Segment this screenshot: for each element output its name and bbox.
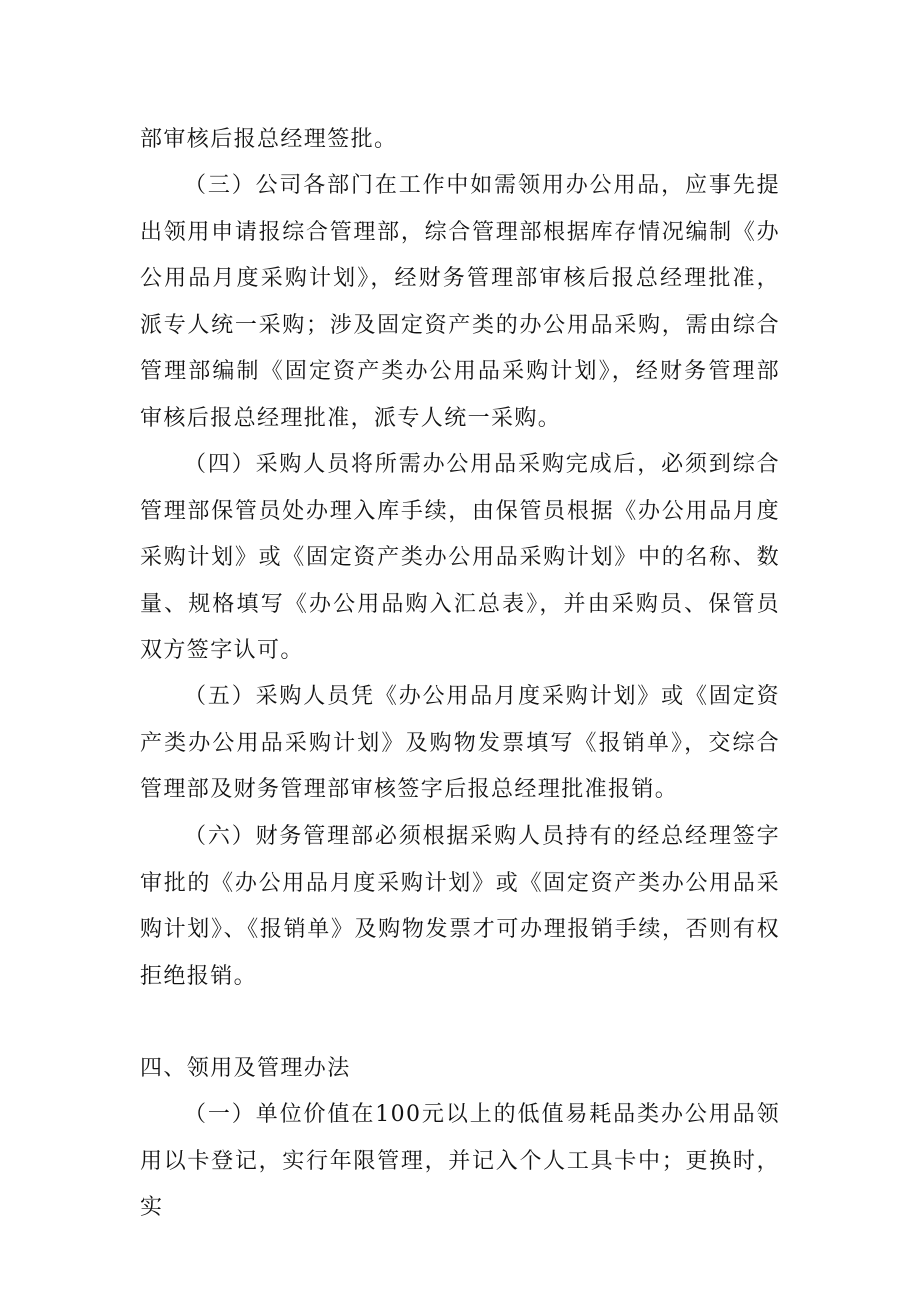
paragraph-item-6: （六）财务管理部必须根据采购人员持有的经总经理签字审批的《办公用品月度采购计划》或《固定资产类办公用品采购计划》、《报销单》及购物发票才可办理报销手续，否则有权拒绝报销。	[140, 824, 780, 989]
paragraph-item-4: （四）采购人员将所需办公用品采购完成后，必须到综合管理部保管员处办理入库手续，由保管员根据《办公用品月度采购计划》或《固定资产类办公用品采购计划》中的名称、数量、规格填写《办公用品购入汇总表》，并由采购员、保管员双方签字认可。	[140, 452, 780, 663]
section-heading: 四、领用及管理办法	[140, 1056, 351, 1081]
paragraph-continuation: 部审核后报总经理签批。	[140, 127, 398, 152]
section-paragraph-item-1: （一）单位价值在100元以上的低值易耗品类办公用品领用以卡登记，实行年限管理，并记入个人工具卡中；更换时，实	[140, 1102, 780, 1220]
paragraph-item-3: （三）公司各部门在工作中如需领用办公用品，应事先提出领用申请报综合管理部，综合管理部根据库存情况编制《办公用品月度采购计划》，经财务管理部审核后报总经理批准，派专人统一采购；涉及固定资产类的办公用品采购，需由综合管理部编制《固定资产类办公用品采购计划》，经财务管理部审核后报总经理批准，派专人统一采购。	[140, 173, 780, 431]
paragraph-item-5: （五）采购人员凭《办公用品月度采购计划》或《固定资产类办公用品采购计划》及购物发票填写《报销单》，交综合管理部及财务管理部审核签字后报总经理批准报销。	[140, 684, 780, 802]
